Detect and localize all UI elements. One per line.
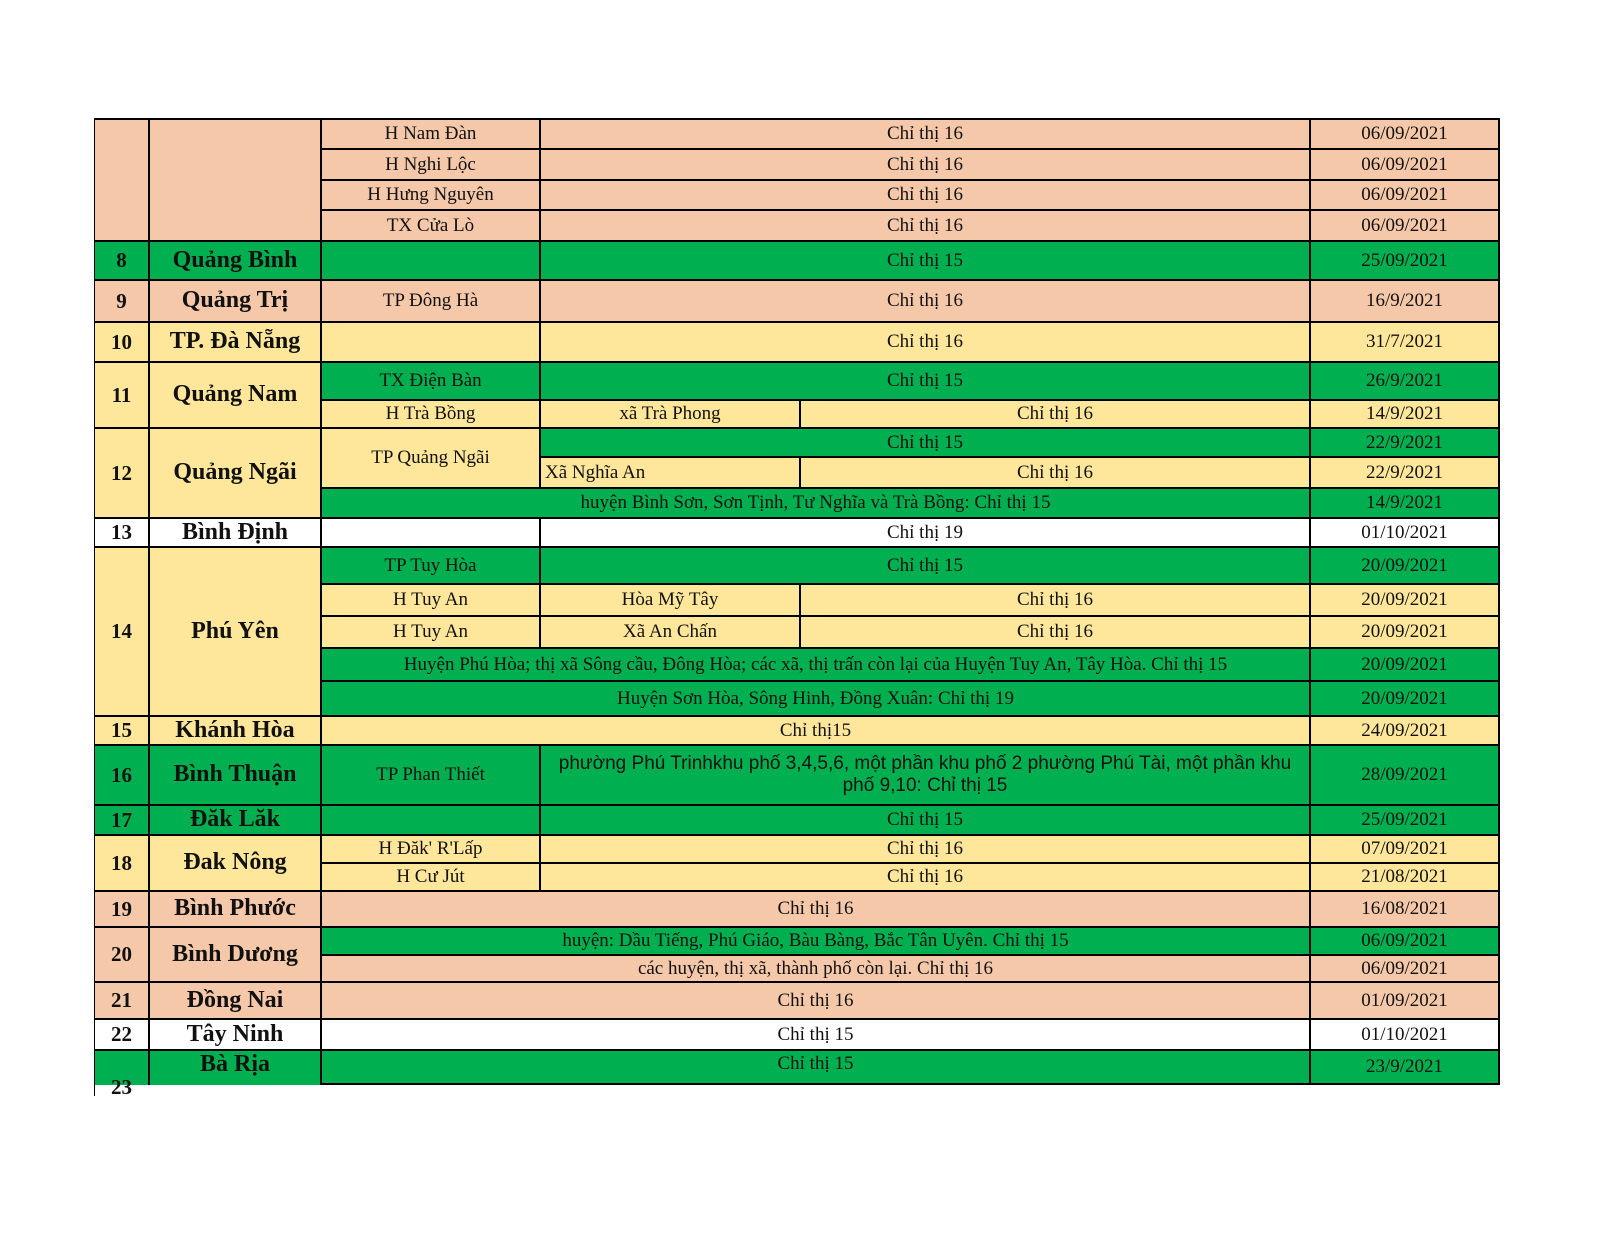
directive-cell: Chỉ thị 16 <box>322 983 1311 1020</box>
directive-cell: Chỉ thị 15 <box>541 242 1311 281</box>
commune-name: Xã An Chấn <box>541 617 801 649</box>
date-cell: 24/09/2021 <box>1311 717 1500 746</box>
directive-cell: Huyện Phú Hòa; thị xã Sông cầu, Đông Hòa; các xã, thị trấn còn lại của Huyện Tuy An, Tây Hòa. Chỉ thị 15 <box>322 649 1311 682</box>
date-cell: 01/10/2021 <box>1311 1020 1500 1051</box>
row-number: 21 <box>95 983 150 1020</box>
directive-cell: Chỉ thị 16 <box>541 120 1311 150</box>
directive-cell: huyện Bình Sơn, Sơn Tịnh, Tư Nghĩa và Trà Bồng: Chỉ thị 15 <box>322 489 1311 519</box>
district-name: TP Phan Thiết <box>322 746 541 806</box>
date-cell: 23/9/2021 <box>1311 1051 1500 1085</box>
date-cell: 28/09/2021 <box>1311 746 1500 806</box>
directive-cell: Chỉ thị 15 <box>541 806 1311 836</box>
covid-directive-table <box>94 118 1500 1099</box>
province-name <box>150 120 322 242</box>
date-cell: 14/9/2021 <box>1311 401 1500 429</box>
directive-cell: Chỉ thị 15 <box>322 1051 1311 1085</box>
row-number: 11 <box>95 363 150 429</box>
row-number: 14 <box>95 548 150 717</box>
district-name <box>322 242 541 281</box>
date-cell: 14/9/2021 <box>1311 489 1500 519</box>
province-name: Đồng Nai <box>150 983 322 1020</box>
directive-cell: các huyện, thị xã, thành phố còn lại. Chỉ thị 16 <box>322 956 1311 983</box>
province-name: Khánh Hòa <box>150 717 322 746</box>
province-name: Quảng Bình <box>150 242 322 281</box>
province-name: Bình Phước <box>150 892 322 928</box>
province-name: Bình Định <box>150 519 322 548</box>
district-name: TP Đông Hà <box>322 281 541 323</box>
date-cell: 26/9/2021 <box>1311 363 1500 401</box>
province-name: Tây Ninh <box>150 1020 322 1051</box>
district-name: TX Điện Bàn <box>322 363 541 401</box>
district-name: H Trà Bồng <box>322 401 541 429</box>
province-name: Đăk Lăk <box>150 806 322 836</box>
directive-cell: Chỉ thị 15 <box>541 548 1311 585</box>
date-cell: 16/9/2021 <box>1311 281 1500 323</box>
row-number: 16 <box>95 746 150 806</box>
row-number: 12 <box>95 429 150 519</box>
date-cell: 20/09/2021 <box>1311 682 1500 717</box>
district-name: H Đăk' R'Lấp <box>322 836 541 864</box>
directive-cell: Chỉ thị 19 <box>541 519 1311 548</box>
directive-cell: Huyện Sơn Hòa, Sông Hinh, Đồng Xuân: Chỉ thị 19 <box>322 682 1311 717</box>
directive-cell: Chỉ thị 16 <box>801 401 1311 429</box>
province-name: TP. Đà Nẵng <box>150 323 322 363</box>
date-cell: 21/08/2021 <box>1311 864 1500 892</box>
row-number <box>95 120 150 242</box>
province-name: Bình Dương <box>150 928 322 983</box>
district-name: H Nghi Lộc <box>322 150 541 181</box>
commune-name: xã Trà Phong <box>541 401 801 429</box>
date-cell: 06/09/2021 <box>1311 928 1500 956</box>
directive-cell: Chỉ thị 16 <box>541 836 1311 864</box>
province-name: Bình Thuận <box>150 746 322 806</box>
province-name: Phú Yên <box>150 548 322 717</box>
directive-cell: Chỉ thị 15 <box>541 363 1311 401</box>
district-name: TP Quảng Ngãi <box>322 429 541 489</box>
district-name: H Tuy An <box>322 585 541 617</box>
date-cell: 06/09/2021 <box>1311 211 1500 242</box>
row-number: 19 <box>95 892 150 928</box>
district-name <box>322 806 541 836</box>
row-number: 8 <box>95 242 150 281</box>
date-cell: 20/09/2021 <box>1311 649 1500 682</box>
date-cell: 06/09/2021 <box>1311 181 1500 211</box>
commune-name: Hòa Mỹ Tây <box>541 585 801 617</box>
directive-cell: Chỉ thị 16 <box>801 458 1311 489</box>
date-cell: 06/09/2021 <box>1311 150 1500 181</box>
directive-cell: Chỉ thị 16 <box>801 617 1311 649</box>
date-cell: 06/09/2021 <box>1311 120 1500 150</box>
row-number <box>95 1051 150 1099</box>
date-cell: 06/09/2021 <box>1311 956 1500 983</box>
directive-cell: Chỉ thị 16 <box>541 323 1311 363</box>
province-name: Đak Nông <box>150 836 322 892</box>
date-cell: 20/09/2021 <box>1311 617 1500 649</box>
date-cell: 25/09/2021 <box>1311 806 1500 836</box>
directive-cell: Chỉ thị 16 <box>541 864 1311 892</box>
directive-cell: Chỉ thị 16 <box>801 585 1311 617</box>
row-number: 15 <box>95 717 150 746</box>
province-name: Bà Rịa <box>150 1051 322 1085</box>
province-name: Quảng Nam <box>150 363 322 429</box>
date-cell: 25/09/2021 <box>1311 242 1500 281</box>
row-number: 22 <box>95 1020 150 1051</box>
province-name: Quảng Trị <box>150 281 322 323</box>
row-number: 18 <box>95 836 150 892</box>
row-number-text: 23 <box>111 1074 132 1099</box>
row-number: 17 <box>95 806 150 836</box>
district-name: TX Cửa Lò <box>322 211 541 242</box>
directive-cell: Chỉ thị 15 <box>322 1020 1311 1051</box>
commune-name: Xã Nghĩa An <box>541 458 801 489</box>
row-number: 9 <box>95 281 150 323</box>
directive-cell: Chỉ thị 16 <box>541 281 1311 323</box>
date-cell: 31/7/2021 <box>1311 323 1500 363</box>
directive-cell: Chỉ thị15 <box>322 717 1311 746</box>
directive-cell: Chỉ thị 16 <box>322 892 1311 928</box>
date-cell: 01/10/2021 <box>1311 519 1500 548</box>
date-cell: 20/09/2021 <box>1311 548 1500 585</box>
district-name: H Cư Jút <box>322 864 541 892</box>
row-number: 10 <box>95 323 150 363</box>
date-cell: 22/9/2021 <box>1311 458 1500 489</box>
directive-cell: Chỉ thị 16 <box>541 150 1311 181</box>
date-cell: 01/09/2021 <box>1311 983 1500 1020</box>
directive-cell: Chỉ thị 16 <box>541 181 1311 211</box>
district-name: H Nam Đàn <box>322 120 541 150</box>
district-name: H Hưng Nguyên <box>322 181 541 211</box>
date-cell: 07/09/2021 <box>1311 836 1500 864</box>
row-number: 13 <box>95 519 150 548</box>
district-name: H Tuy An <box>322 617 541 649</box>
directive-cell: Chỉ thị 16 <box>541 211 1311 242</box>
directive-cell: Chỉ thị 15 <box>541 429 1311 458</box>
district-name: TP Tuy Hòa <box>322 548 541 585</box>
date-cell: 22/9/2021 <box>1311 429 1500 458</box>
date-cell: 16/08/2021 <box>1311 892 1500 928</box>
district-name <box>322 323 541 363</box>
directive-cell: huyện: Dầu Tiếng, Phú Giáo, Bàu Bàng, Bắc Tân Uyên. Chỉ thị 15 <box>322 928 1311 956</box>
directive-cell: phường Phú Trinhkhu phố 3,4,5,6, một phần khu phố 2 phường Phú Tài, một phần khu phố 9,10: Chỉ thị 15 <box>541 746 1311 806</box>
date-cell: 20/09/2021 <box>1311 585 1500 617</box>
district-name <box>322 519 541 548</box>
row-number: 20 <box>95 928 150 983</box>
province-name: Quảng Ngãi <box>150 429 322 519</box>
